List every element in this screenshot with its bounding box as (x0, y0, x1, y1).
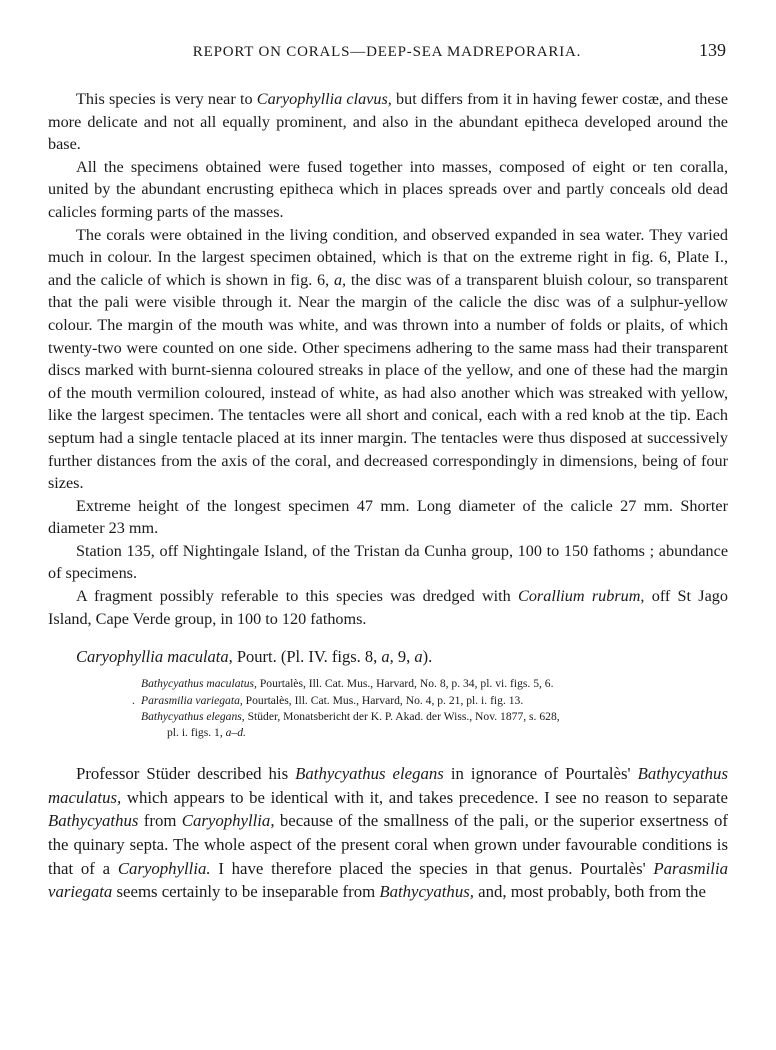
text-run: because of the smallness of the pali, or the superior exsertness of the quinary septa. The whole aspect of the present coral when grown under favourable conditions is that of a (48, 811, 728, 878)
page-header (48, 40, 726, 66)
synonym-reference: pl. i. figs. 1, (167, 726, 226, 740)
figure-ref: a, (333, 270, 347, 289)
paragraph-3 (48, 224, 728, 495)
taxon-name: Corallium rubrum, (518, 587, 645, 606)
text-run: the disc was of a transparent bluish colour, so transparent that the pali were visible through it. Near the margin of the calicle the disc was of a sulphur-yellow colour. The margin of the mouth was white, and was thrown into a number of folds or plaits, of which twenty-two were counted on one side. Other specimens adhering to the same mass had their transparent discs marked with burnt-sienna coloured streaks in place of the yellow, and one of these had the margin of the mouth vermilion coloured, instead of white, as had also another which was streaked with yellow, like the largest specimen. The tentacles were all short and conical, each with a red knob at the tip. Each septum had a single tentacle placed at its inner margin. The tentacles were thus disposed at successively further distances from the axis of the coral, and decreased correspondingly in dimensions, being of four sizes. (48, 270, 728, 493)
page-number: 139 (699, 40, 726, 60)
running-head: REPORT ON CORALS—DEEP-SEA MADREPORARIA. (192, 44, 582, 60)
synonym-entry (132, 693, 728, 709)
main-text (48, 88, 728, 904)
taxon-name: Bathycyathus maculatus, (48, 763, 728, 807)
taxon-name: Bathycyathus elegans (295, 763, 444, 783)
text-run: but differs from it in having fewer costæ, and these more delicate and not all equally prominent, and also in the abundant epitheca developed around the base. (48, 90, 729, 154)
figure-ref: a (414, 647, 423, 667)
taxon-name: Parasmilia variegata (48, 858, 728, 902)
discussion (48, 762, 728, 904)
species-heading (48, 646, 728, 668)
taxon-name: Caryophyllia. (117, 858, 211, 878)
paragraph-7 (48, 762, 728, 904)
paragraph-5: Station 135, off Nightingale Island, of the Tristan da Cunha group, 100 to 150 fathoms ; abundance of specimens. (48, 541, 728, 583)
synonym-entry (141, 709, 728, 725)
taxon-name: Bathycyathus (48, 811, 139, 831)
synonym-name: Parasmilia variegata, (141, 693, 243, 707)
paragraph-6 (48, 585, 728, 630)
paragraph-2: All the specimens obtained were fused together into masses, composed of eight or ten coralla, united by the abundant encrusting epitheca which in places spreads over and partly conceals old dead calicles forming parts of the masses. (48, 157, 728, 221)
species-author: Pourt. (Pl. IV. figs. 8, (232, 647, 382, 667)
text-run: A fragment possibly referable to this species was dredged with (76, 587, 519, 606)
species-name: Caryophyllia maculata, (76, 647, 233, 667)
text-run: I have therefore placed the species in that genus. Pourtalès' (210, 858, 654, 878)
synonym-name: Bathycyathus maculatus, (141, 677, 257, 691)
figure-ref: 9, (393, 647, 415, 667)
synonymy-list (132, 676, 728, 742)
paragraph-1 (48, 88, 728, 156)
dot-mark: . (132, 693, 135, 707)
text-run: which appears to be identical with it, and takes precedence. I see no reason to separate (121, 787, 728, 807)
taxon-name: Bathycyathus, (379, 882, 474, 902)
text-run: This species is very near to (76, 90, 257, 108)
taxon-name: Caryophyllia clavus, (256, 90, 392, 108)
figure-ref: a–d. (225, 726, 246, 740)
synonym-reference: Pourtalès, Ill. Cat. Mus., Harvard, No. 4, p. 21, pl. i. fig. 13. (242, 693, 524, 707)
paragraph-4: Extreme height of the longest specimen 47 mm. Long diameter of the calicle 27 mm. Shorter diameter 23 mm. (48, 496, 728, 538)
text-run: seems certainly to be inseparable from (112, 882, 380, 902)
text-run: and, most probably, both from the (473, 882, 706, 902)
text-run: Professor Stüder described his (76, 763, 296, 783)
text-run: off St Jago Island, Cape Verde group, in 100 to 120 fathoms. (48, 587, 728, 628)
taxon-name: Caryophyllia, (181, 811, 275, 831)
text-run: from (138, 811, 182, 831)
text-run: in ignorance of Pourtalès' (443, 763, 638, 783)
text-run: The corals were obtained in the living condition, and observed expanded in sea water. They varied much in colour. In the largest specimen obtained, which is that on the extreme right in fig. 6, Plate I., and the calicle of which is shown in fig. 6, (48, 225, 728, 289)
figure-ref: a, (381, 647, 394, 667)
text-run: ). (422, 647, 433, 667)
synonym-entry-continued (141, 725, 728, 741)
synonym-reference: Stüder, Monatsbericht der K. P. Akad. der Wiss., Nov. 1877, s. 628, (244, 710, 560, 724)
synonym-name: Bathycyathus elegans, (141, 710, 245, 724)
synonym-reference: Pourtalès, Ill. Cat. Mus., Harvard, No. 8, p. 34, pl. vi. figs. 5, 6. (256, 677, 554, 691)
synonym-entry (141, 676, 728, 692)
